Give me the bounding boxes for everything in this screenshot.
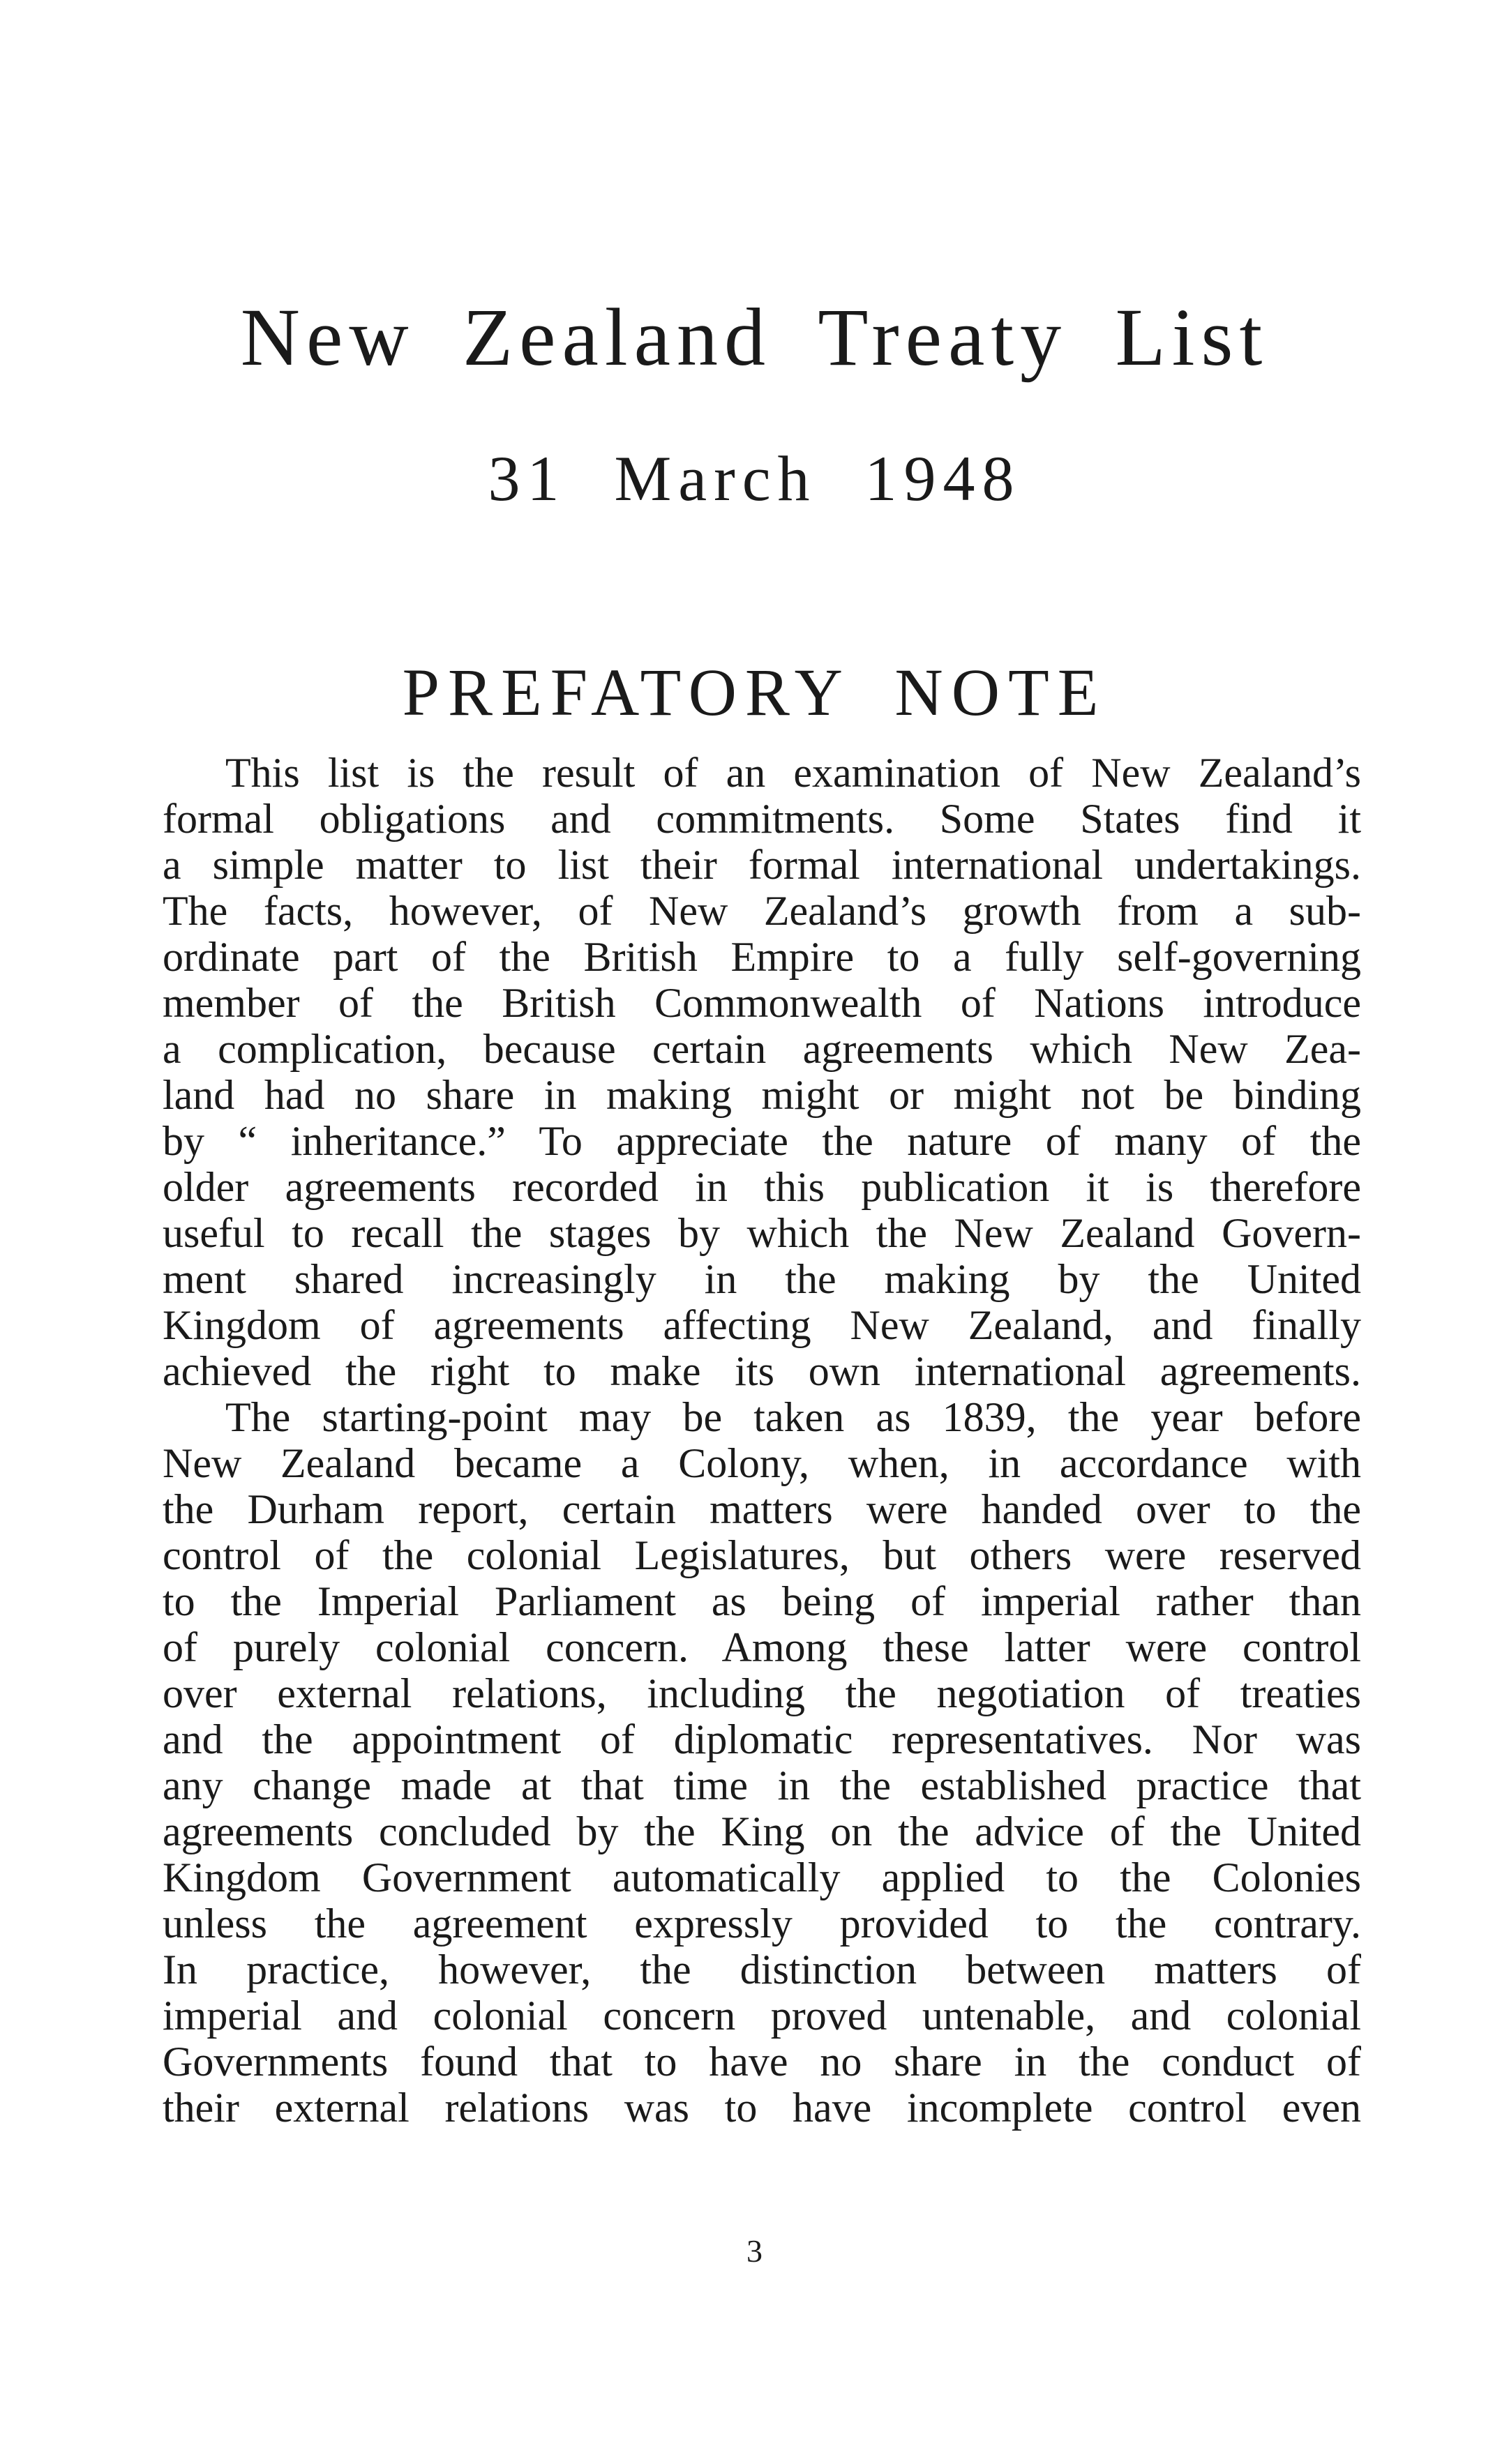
text-line: a simple matter to list their formal international undertakings. [163, 842, 1361, 888]
text-line: The starting-point may be taken as 1839, the year before [225, 1394, 1361, 1440]
text-line: ordinate part of the British Empire to a fully self-governing [163, 934, 1361, 980]
text-line: by “ inheritance.” To appreciate the nature of many of the [163, 1118, 1361, 1164]
text-line: Kingdom of agreements affecting New Zealand, and finally [163, 1302, 1361, 1348]
document-title: New Zealand Treaty List [240, 292, 1269, 383]
text-line: imperial and colonial concern proved untenable, and colonial [163, 1993, 1361, 2039]
text-line: over external relations, including the negotiation of treaties [163, 1670, 1361, 1716]
text-line: and the appointment of diplomatic representatives. Nor was [163, 1716, 1361, 1762]
text-line: the Durham report, certain matters were handed over to the [163, 1486, 1361, 1532]
text-line: Governments found that to have no share in the conduct of [163, 2039, 1361, 2085]
text-line: any change made at that time in the established practice that [163, 1762, 1361, 1808]
text-line: achieved the right to make its own international agreements. [163, 1348, 1361, 1394]
page-number: 3 [746, 2233, 763, 2269]
text-line: New Zealand became a Colony, when, in accordance with [163, 1440, 1361, 1486]
text-line: unless the agreement expressly provided to the contrary. [163, 1900, 1361, 1947]
prefatory-note-body [163, 750, 1361, 2131]
text-line: This list is the result of an examination of New Zealand’s [225, 750, 1361, 796]
text-line: agreements concluded by the King on the advice of the United [163, 1808, 1361, 1854]
text-line: their external relations was to have incomplete control even [163, 2085, 1361, 2131]
section-heading: PREFATORY NOTE [402, 655, 1107, 730]
text-line: older agreements recorded in this publication it is therefore [163, 1164, 1361, 1210]
text-line: control of the colonial Legislatures, but others were reserved [163, 1532, 1361, 1578]
text-line: formal obligations and commitments. Some States find it [163, 796, 1361, 842]
text-line: useful to recall the stages by which the New Zealand Govern- [163, 1210, 1361, 1256]
text-line: of purely colonial concern. Among these latter were control [163, 1624, 1361, 1670]
text-line: to the Imperial Parliament as being of imperial rather than [163, 1578, 1361, 1624]
text-line: a complication, because certain agreements which New Zea- [163, 1026, 1361, 1072]
text-line: In practice, however, the distinction between matters of [163, 1947, 1361, 1993]
text-line: The facts, however, of New Zealand’s growth from a sub- [163, 888, 1361, 934]
text-line: land had no share in making might or might not be binding [163, 1072, 1361, 1118]
document-date: 31 March 1948 [488, 443, 1021, 514]
text-line: ment shared increasingly in the making by the United [163, 1256, 1361, 1302]
text-line: Kingdom Government automatically applied to the Colonies [163, 1854, 1361, 1900]
text-line: member of the British Commonwealth of Nations introduce [163, 980, 1361, 1026]
